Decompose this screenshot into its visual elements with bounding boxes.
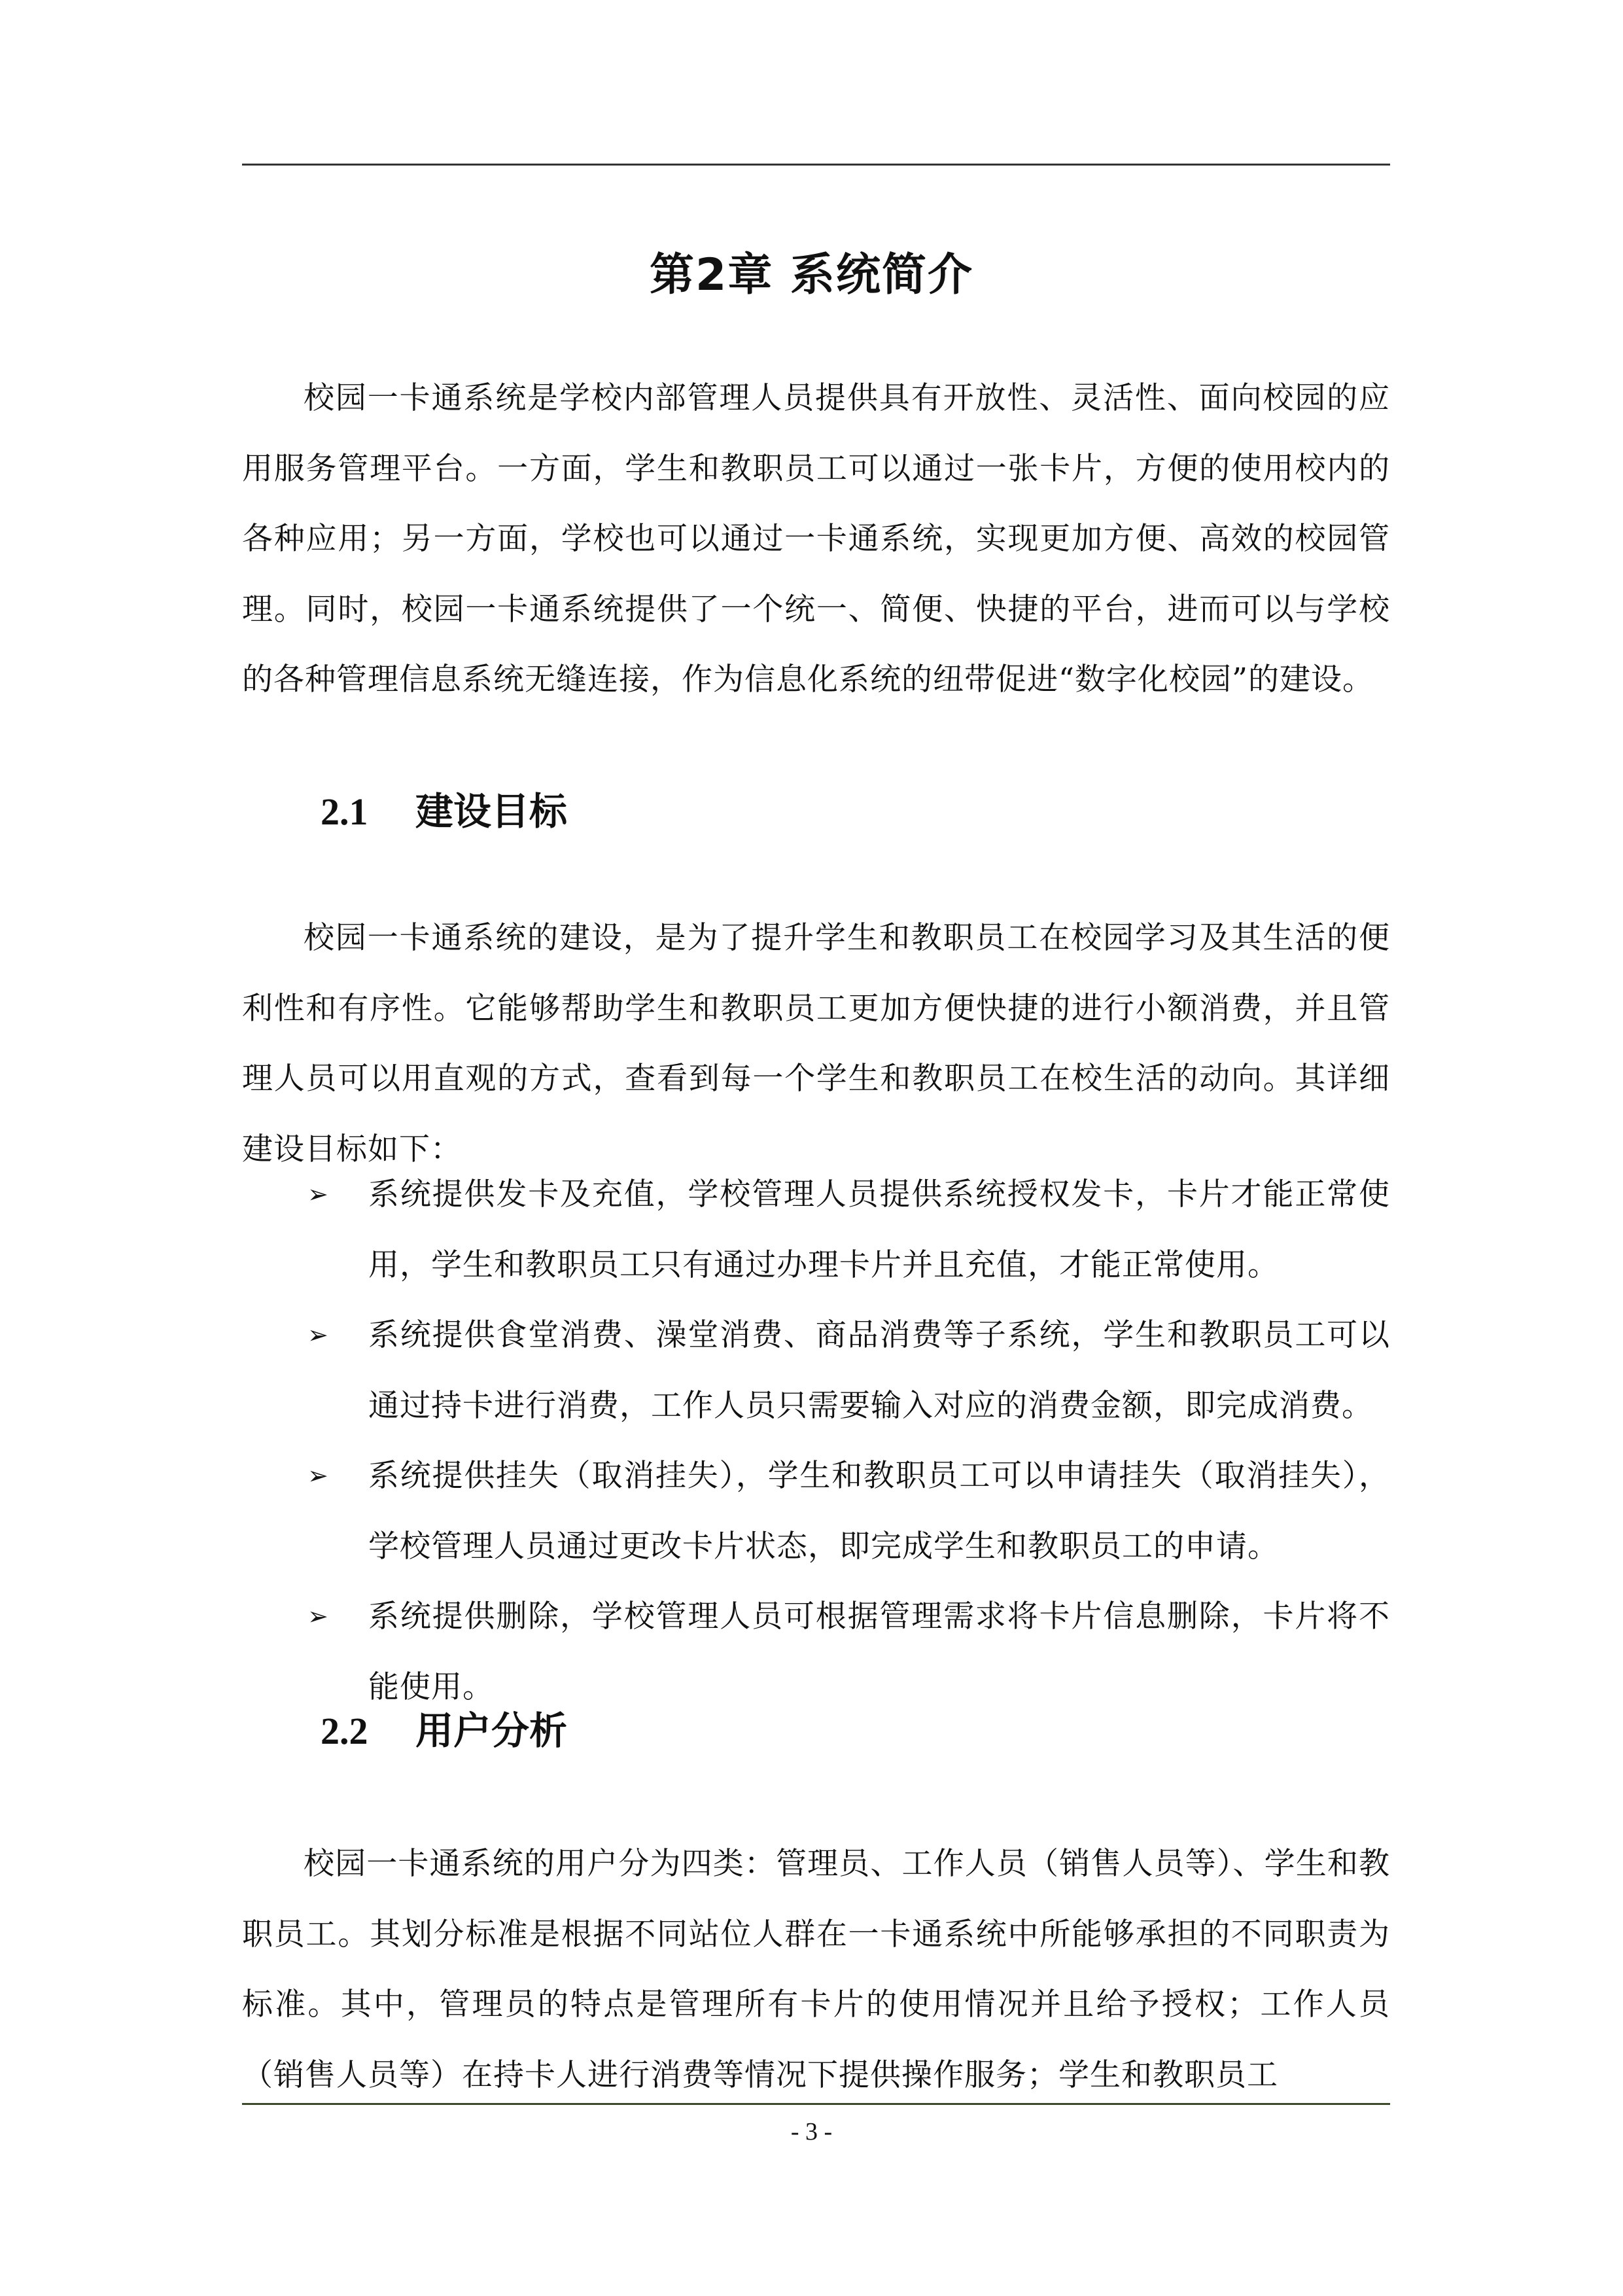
arrow-bullet-icon: ➢ (307, 1602, 328, 1631)
section-number: 2.1 (321, 790, 368, 833)
footer-rule (242, 2103, 1390, 2105)
section-heading-2-2 (321, 1701, 567, 1761)
list-item-text: 系统提供挂失（取消挂失），学生和教职员工可以申请挂失（取消挂失），学校管理人员通过更改卡片状态，即完成学生和教职员工的申请。 (368, 1458, 1390, 1564)
arrow-bullet-icon: ➢ (307, 1461, 328, 1490)
list-item (242, 1300, 1390, 1441)
section-heading-2-1 (321, 782, 567, 841)
section-number: 2.2 (321, 1710, 368, 1752)
list-item-text: 系统提供发卡及充值，学校管理人员提供系统授权发卡，卡片才能正常使用，学生和教职员工只有通过办理卡片并且充值，才能正常使用。 (368, 1176, 1390, 1283)
section-title: 建设目标 (415, 789, 568, 834)
section-2-1-paragraph: 校园一卡通系统的建设，是为了提升学生和教职员工在校园学习及其生活的便利性和有序性。它能够帮助学生和教职员工更加方便快捷的进行小额消费，并且管理人员可以用直观的方式，查看到每一个学生和教职员工在校生活的动向。其详细建设目标如下： (242, 920, 1390, 1167)
chapter-title: 第2章 系统简介 (650, 249, 973, 301)
list-item-text: 系统提供删除，学校管理人员可根据管理需求将卡片信息删除，卡片将不能使用。 (368, 1598, 1390, 1705)
page-number: - 3 - (790, 2118, 833, 2146)
intro-paragraph: 校园一卡通系统是学校内部管理人员提供具有开放性、灵活性、面向校园的应用服务管理平台。一方面，学生和教职员工可以通过一张卡片，方便的使用校内的各种应用；另一方面，学校也可以通过一卡通系统，实现更加方便、高效的校园管理。同时，校园一卡通系统提供了一个统一、简便、快捷的平台，进而可以与学校的各种管理信息系统无缝连接，作为信息化系统的纽带促进“数字化校园”的建设。 (242, 380, 1390, 698)
arrow-bullet-icon: ➢ (307, 1180, 328, 1209)
goals-bullet-list (242, 1159, 1390, 1722)
list-item-text: 系统提供食堂消费、澡堂消费、商品消费等子系统，学生和教职员工可以通过持卡进行消费，工作人员只需要输入对应的消费金额，即完成消费。 (368, 1317, 1390, 1424)
list-item (242, 1441, 1390, 1581)
arrow-bullet-icon: ➢ (307, 1320, 328, 1349)
section-2-2-paragraph: 校园一卡通系统的用户分为四类：管理员、工作人员（销售人员等）、学生和教职员工。其划分标准是根据不同站位人群在一卡通系统中所能够承担的不同职责为标准。其中，管理员的特点是管理所有卡片的使用情况并且给予授权；工作人员（销售人员等）在持卡人进行消费等情况下提供操作服务；学生和教职员工 (242, 1846, 1390, 2093)
section-title: 用户分析 (415, 1708, 568, 1753)
header-rule (242, 164, 1390, 166)
list-item (242, 1159, 1390, 1300)
